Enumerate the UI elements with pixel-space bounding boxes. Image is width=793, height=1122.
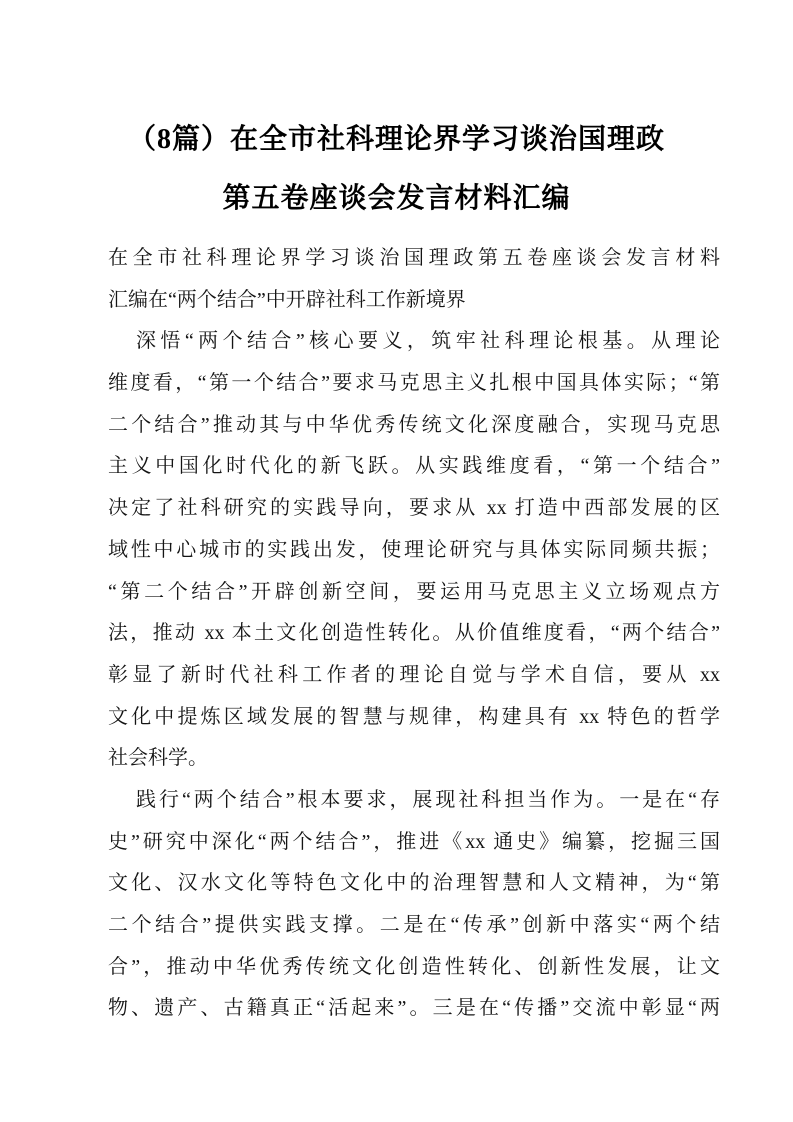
document-title	[0, 110, 793, 228]
text-line: 主义中国化时代化的新飞跃。从实践维度看，“第一个结合”	[108, 455, 720, 478]
text-line: 彰显了新时代社科工作者的理论自觉与学术自信，要从 xx	[108, 663, 720, 686]
text-line: 在全市社科理论界学习谈治国理政第五卷座谈会发言材料	[108, 247, 720, 269]
text-line: 域性中心城市的实践出发，使理论研究与具体实际同频共振；	[108, 538, 720, 561]
document-title-line-2: 第五卷座谈会发言材料汇编	[222, 183, 571, 214]
text-line: 维度看，“第一个结合”要求马克思主义扎根中国具体实际；“第	[108, 372, 720, 395]
text-line: 文化、汉水文化等特色文化中的治理智慧和人文精神，为“第	[108, 872, 720, 895]
text-line: 文化中提炼区域发展的智慧与规律，构建具有 xx 特色的哲学	[108, 705, 720, 728]
text-line: 合”，推动中华优秀传统文化创造性转化、创新性发展，让文	[108, 955, 720, 978]
text-line: 践行“两个结合”根本要求，展现社科担当作为。一是在“存	[136, 788, 720, 811]
text-line: 决定了社科研究的实践导向，要求从 xx 打造中西部发展的区	[108, 497, 720, 520]
text-line: 法，推动 xx 本土文化创造性转化。从价值维度看，“两个结合”	[108, 622, 720, 645]
text-line: 社会科学。	[108, 747, 208, 770]
text-line: 史”研究中深化“两个结合”，推进《xx 通史》编纂，挖掘三国	[108, 830, 720, 853]
text-line: 汇编在“两个结合”中开辟社科工作新境界	[108, 288, 466, 311]
document-body	[108, 238, 720, 1030]
document-title-line-1: （8篇）在全市社科理论界学习谈治国理政	[127, 124, 665, 155]
text-line: 二个结合”推动其与中华优秀传统文化深度融合，实现马克思	[108, 413, 720, 436]
text-line: 深悟“两个结合”核心要义，筑牢社科理论根基。从理论	[136, 330, 720, 353]
text-line: 物、遗产、古籍真正“活起来”。三是在“传播”交流中彰显“两	[108, 997, 720, 1020]
text-line: “第二个结合”开辟创新空间，要运用马克思主义立场观点方	[108, 580, 720, 603]
text-line: 二个结合”提供实践支撑。二是在“传承”创新中落实“两个结	[108, 914, 720, 936]
